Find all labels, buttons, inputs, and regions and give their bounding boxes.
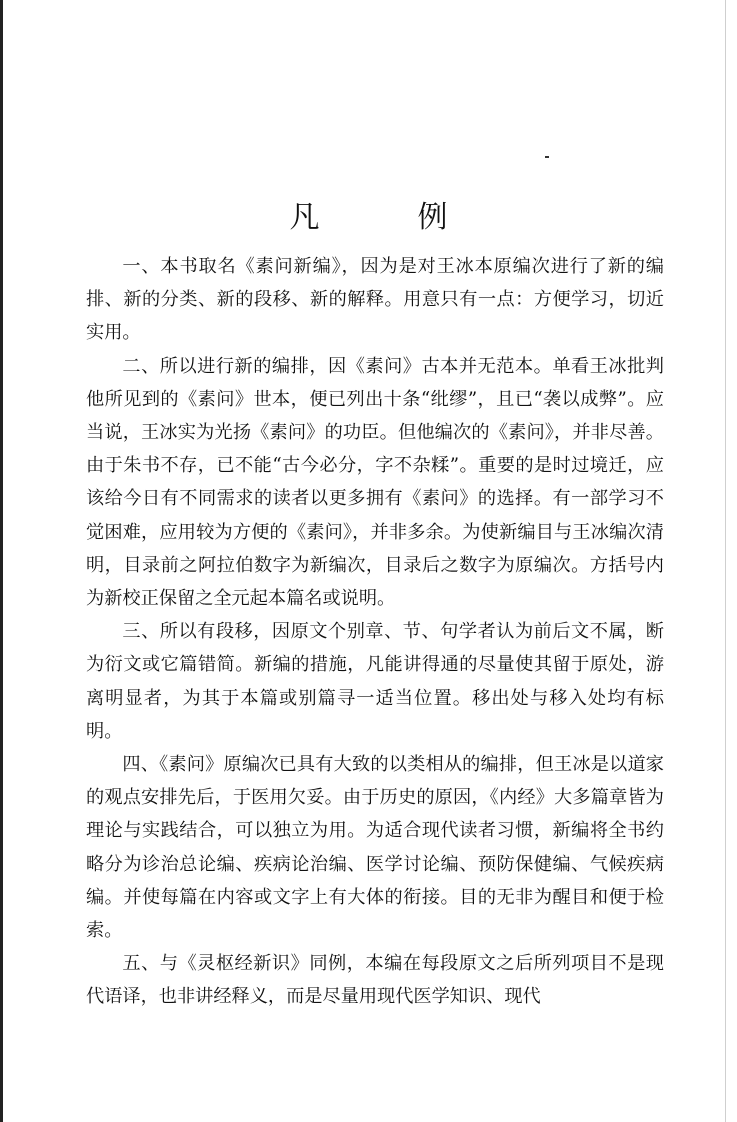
paragraph-3: 三、所以有段移，因原文个别章、节、句学者认为前后文不属，断为衍文或它篇错简。新编的措施，凡能讲得通的尽量使其留于原处，游离明显者，为其于本篇或别篇寻一适当位置。移出处与移入处均有标明。 <box>86 621 664 742</box>
page-title: 凡 例 <box>289 200 482 236</box>
paragraph-4: 四、《素问》原编次已具有大致的以类相从的编排，但王冰是以道家的观点安排先后，于医用欠妥。由于历史的原因，《内经》大多篇章皆为理论与实践结合，可以独立为用。为适合现代读者习惯，新编将全书约略分为诊治总论编、疾病论治编、医学讨论编、预防保健编、气候疾病编。并使每篇在内容或文字上有大体的衔接。目的无非为醒目和便于检索。 <box>86 754 664 942</box>
page-right-margin <box>725 0 737 1122</box>
print-speck <box>545 156 549 158</box>
page-left-edge <box>0 0 3 1122</box>
paragraph-5: 五、与《灵枢经新识》同例，本编在每段原文之后所列项目不是现代语译，也非讲经释义，而是尽量用现代医学知识、现代 <box>86 953 664 1008</box>
paragraph-2: 二、所以进行新的编排，因《素问》古本并无范本。单看王冰批判他所见到的《素问》世本，便已列出十条“纰缪”，且已“袭以成弊”。应当说，王冰实为光扬《素问》的功臣。但他编次的《素问》，并非尽善。由于朱书不存，已不能“古今必分，字不杂糅”。重要的是时过境迁，应该给今日有不同需求的读者以更多拥有《素问》的选择。有一部学习不觉困难，应用较为方便的《素问》，并非多余。为使新编目与王冰编次清明，目录前之阿拉伯数字为新编次，目录后之数字为原编次。方括号内为新校正保留之全元起本篇名或说明。 <box>86 355 664 610</box>
paragraph-1: 一、本书取名《素问新编》，因为是对王冰本原编次进行了新的编排、新的分类、新的段移、新的解释。用意只有一点：方便学习，切近实用。 <box>86 256 664 344</box>
body-text <box>86 250 664 1014</box>
